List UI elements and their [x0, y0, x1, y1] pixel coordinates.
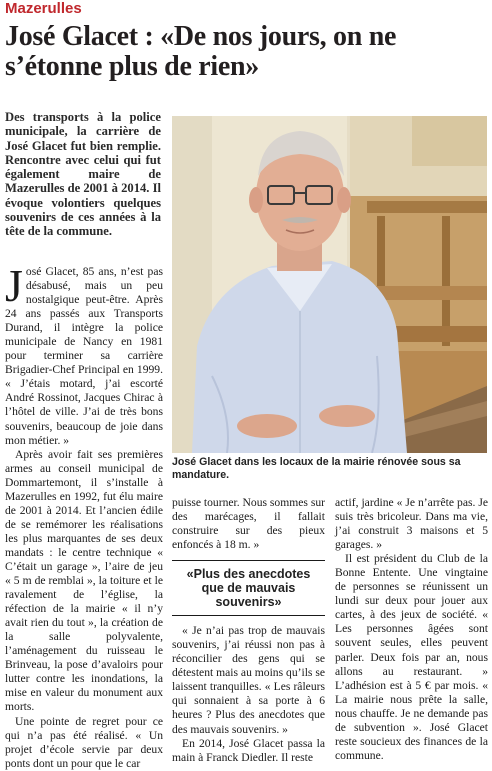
- body-column-2: [172, 496, 325, 765]
- drop-cap: J: [5, 260, 23, 311]
- paragraph-text: osé Glacet, 85 ans, n’est pas désabusé, mais un peu nostalgique peut-être. Après 24 ans passés aux Transports Durand, il intègre la police municipale de Nancy en 1981 pour terminer sa carrière Brigadier-Chef Principal en 1999. « J’étais motard, j’ai escorté André Rossinot, Jacques Chirac à l’hôtel de ville. J’ai de très bons souvenirs, beaucoup de joie dans mon métier. »: [5, 265, 163, 447]
- article-headline: José Glacet : «De nos jours, on ne s’étonne plus de rien»: [5, 21, 397, 82]
- article-lead: Des transports à la police municipale, la carrière de José Glacet fut bien remplie. Rencontre avec celui qui fut également maire de Mazerulles de 2001 à 2014. Il évoque volontiers quelques souvenirs de ces années à la tête de la commune.: [5, 110, 162, 239]
- body-paragraph-2: Après avoir fait ses premières armes au conseil municipal de Dommartemont, il s’installe à Mazerulles en 1992, fut élu maire de 2001 à 2014. Et l’ancien édile de se remémorer les réalisations les plus marquantes de ses deux mandats : le centre technique « C’était un garage », l’aire de jeu « 5 m de remblai », la toiture et le ravalement de l’église, la réfection de la mairie « il n’y avait rien du tout », la création de la salle polyvalente, l’aménagement du ruisseau le Brinveau, la pose d’avaloirs pour lutter contre les inondations, la mise en valeur du monument aux morts.: [5, 447, 163, 714]
- body-paragraph-4: « Je n’ai pas trop de mauvais souvenirs, j’ai réussi non pas à réconcilier des gens qui se détestent mais au moins qu’ils se laissent tranquilles. « Les râleurs qui sonnaient à sa porte à 6 heures ? Plus des anecdotes que des mauvais souvenirs. »: [172, 624, 325, 736]
- body-paragraph-3: Une pointe de regret pour ce qui n’a pas été réalisé. « Un projet d’école servie par deux ponts dont un pour que le car: [5, 714, 163, 770]
- body-paragraph-5: En 2014, José Glacet passa la main à Franck Diedler. Il reste: [172, 736, 325, 764]
- body-paragraph-1: [5, 260, 163, 448]
- body-column-3: [335, 496, 488, 763]
- body-paragraph-6: Il est président du Club de la Bonne Entente. Une vingtaine de personnes se réunissent un lundi sur deux pour jouer aux cartes, à des jeux de société. « Les personnes âgées sont souvent seules, elles peuvent parler. Deux fois par an, nous allons au restaurant. » L’adhésion est à 5 € par mois. « La mairie nous prête la salle, nous chauffe. Je ne demande pas de subvention ». José Glacet reste soucieux des finances de la commune.: [335, 552, 488, 762]
- photo-caption: José Glacet dans les locaux de la mairie rénovée sous sa mandature.: [172, 456, 461, 481]
- pull-quote: «Plus des anecdotes que de mauvais souvenirs»: [172, 560, 325, 616]
- section-label: Mazerulles: [5, 0, 82, 17]
- article-photo: [172, 116, 487, 453]
- body-paragraph-3-continued: puisse tourner. Nous sommes sur des marécages, il fallait construire sur des pieux enfoncés à 18 m. »: [172, 496, 325, 552]
- body-column-1: [5, 260, 163, 771]
- body-paragraph-5-continued: actif, jardine « Je n’arrête pas. Je suis très bricoleur. Dans ma vie, j’ai construit 3 maisons et 5 garages. »: [335, 496, 488, 552]
